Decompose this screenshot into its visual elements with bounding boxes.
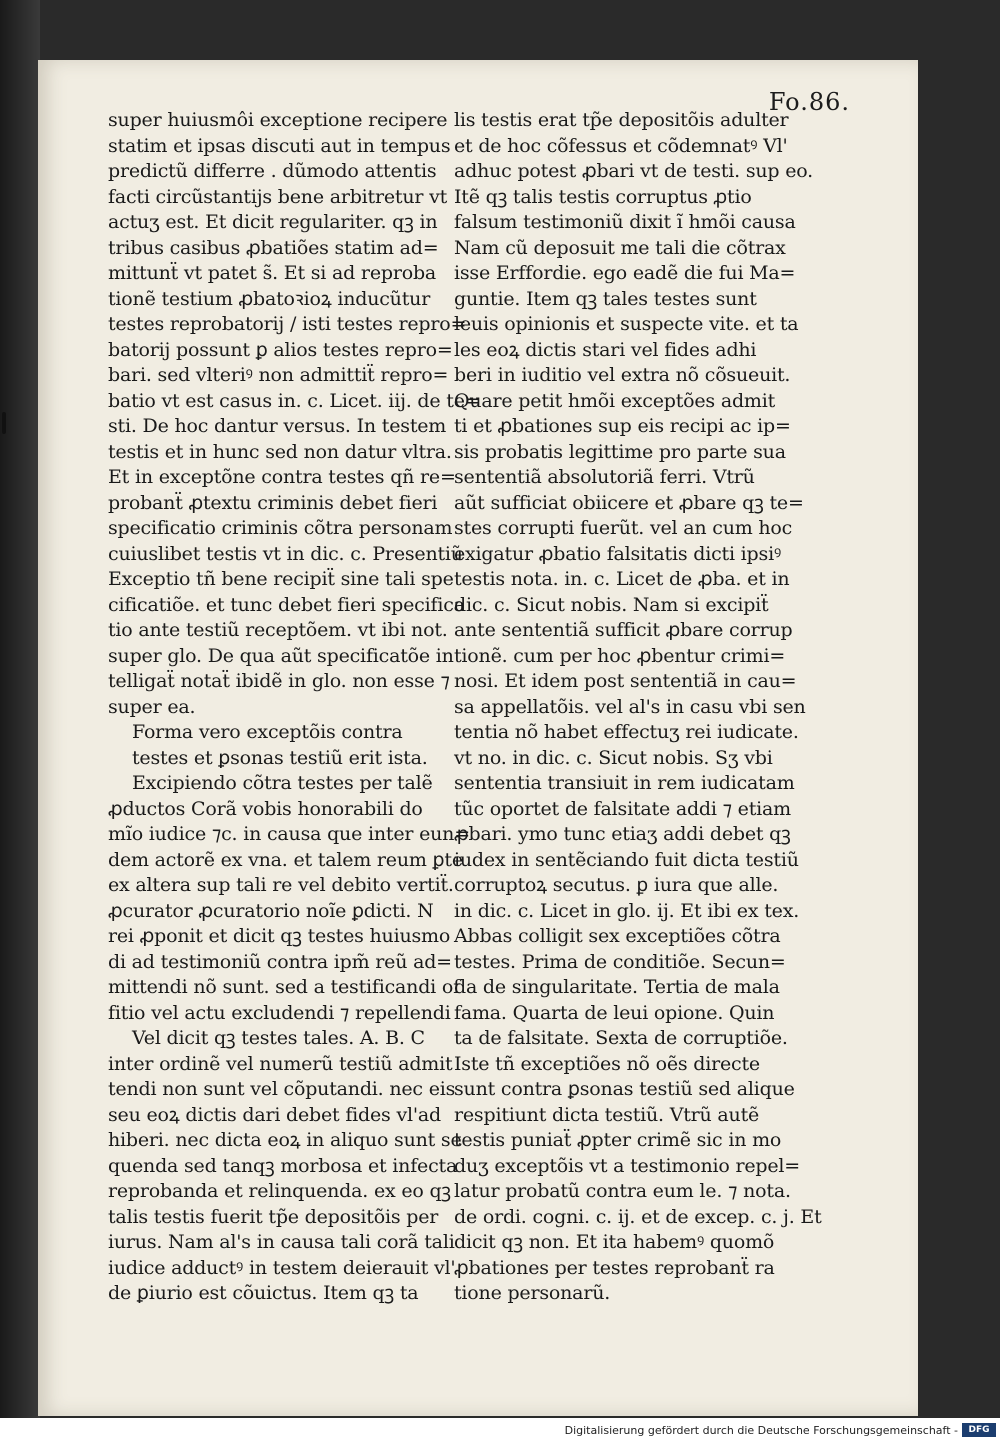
text-line: inter ordinẽ vel numerũ testiũ admit bbox=[108, 1052, 453, 1075]
text-line: iudice adductꝰ in testem deierauit vl' bbox=[108, 1256, 456, 1279]
text-line: sunt contra ꝑsonas testiũ sed alique bbox=[454, 1078, 795, 1100]
text-line: guntie. Item qꝫ tales testes sunt bbox=[454, 287, 757, 310]
text-line: vt no. in dic. c. Sicut nobis. Sʒ vbi bbox=[454, 746, 773, 769]
text-line: adhuc potest ꝓbari vt de testi. sup eo. bbox=[454, 160, 814, 182]
text-line: super ea. bbox=[108, 695, 196, 718]
text-line: mittendi nõ sunt. sed a testificandi of bbox=[108, 976, 460, 998]
text-line: mittunẗ vt patet s̃. Et si ad reproba bbox=[108, 262, 437, 284]
text-line: respitiunt dicta testiũ. Vtrũ autẽ bbox=[454, 1103, 760, 1126]
text-line: iurus. Nam al's in causa tali corã tali bbox=[108, 1231, 455, 1253]
text-line: sis probatis legittime pro parte sua bbox=[454, 440, 786, 463]
text-line: nosi. Et idem post sententiã in cau= bbox=[454, 670, 797, 692]
text-line: iudex in sentẽciando fuit dicta testiũ bbox=[454, 848, 799, 871]
text-line: sti. De hoc dantur versus. In testem bbox=[108, 415, 447, 437]
text-line: reprobanda et relinquenda. ex eo qꝫ bbox=[108, 1180, 451, 1202]
text-line: dem actorẽ ex vna. et talem reum ꝑte bbox=[108, 848, 463, 871]
text-line: tione personarũ. bbox=[454, 1282, 611, 1304]
text-line: Quare petit hmõi exceptões admit bbox=[454, 389, 776, 412]
text-line: exigatur ꝓbatio falsitatis dicti ipsiꝰ bbox=[454, 542, 781, 565]
text-line: tionẽ testium ꝓbatoꝛioꝝ inducũtur bbox=[108, 287, 431, 310]
text-line: dic. c. Sicut nobis. Nam si excipiẗ bbox=[454, 593, 769, 616]
text-line: tendi non sunt vel cõputandi. nec eis bbox=[108, 1078, 456, 1100]
text-line: in dic. c. Licet in glo. ij. Et ibi ex tex. bbox=[454, 899, 800, 922]
text-line: tũc oportet de falsitate addi ⁊ etiam bbox=[454, 797, 791, 820]
text-line: Et in exceptõne contra testes qñ re= bbox=[108, 466, 456, 488]
text-line: duʒ exceptõis vt a testimonio repel= bbox=[454, 1154, 801, 1177]
text-line: ex altera sup tali re vel debito vertiẗ. bbox=[108, 874, 454, 896]
text-line: ante sententiã sufficit ꝓbare corrup bbox=[454, 619, 793, 641]
right-text-column bbox=[454, 108, 822, 1307]
text-line: lis testis erat tp̃e depositõis adulter bbox=[454, 109, 789, 131]
text-line: batorij possunt ꝑ alios testes repro= bbox=[108, 338, 453, 361]
text-line: leuis opinionis et suspecte vite. et ta bbox=[454, 313, 799, 335]
dfg-logo: DFG bbox=[962, 1423, 996, 1437]
text-line: dicit qꝫ non. Et ita habemꝰ quomõ bbox=[454, 1231, 775, 1253]
text-line: tribus casibus ꝓbatiões statim ad= bbox=[108, 236, 439, 259]
text-line: sententiã absolutoriã ferri. Vtrũ bbox=[454, 466, 755, 488]
text-line: testis et in hunc sed non datur vltra. bbox=[108, 440, 452, 463]
text-line: stes corrupti fuerũt. vel an cum hoc bbox=[454, 517, 793, 539]
text-line: actuʒ est. Et dicit regulariter. qꝫ in bbox=[108, 211, 438, 233]
binding-gutter bbox=[0, 0, 40, 1418]
text-line: ꝓbationes per testes reprobanẗ ra bbox=[454, 1256, 775, 1279]
text-line: beri in iuditio vel extra nõ cõsueuit. bbox=[454, 364, 791, 386]
text-line: ꝓcurator ꝓcuratorio noĩe ꝑdicti. N bbox=[108, 899, 434, 922]
text-line: de ordi. cogni. c. ij. et de excep. c. j. Et bbox=[454, 1205, 822, 1228]
text-line: testes et ꝑsonas testiũ erit ista. bbox=[132, 746, 428, 769]
text-line: fama. Quarta de leui opione. Quin bbox=[454, 1001, 775, 1024]
text-line: testis nota. in. c. Licet de ꝓba. et in bbox=[454, 568, 790, 590]
text-line: hiberi. nec dicta eoꝝ in aliquo sunt se bbox=[108, 1129, 462, 1151]
text-line: da de singularitate. Tertia de mala bbox=[454, 976, 780, 998]
text-line: tionẽ. cum per hoc ꝓbentur crimi= bbox=[454, 644, 786, 667]
footer-credit: Digitalisierung gefördert durch die Deutsche Forschungsgemeinschaft - bbox=[564, 1424, 958, 1437]
footer-bar bbox=[0, 1418, 1000, 1444]
text-line: ti et ꝓbationes sup eis recipi ac ip= bbox=[454, 415, 791, 437]
text-line: quenda sed tanqꝫ morbosa et infecta bbox=[108, 1154, 458, 1177]
text-line: ta de falsitate. Sexta de corruptiõe. bbox=[454, 1027, 788, 1049]
text-line: falsum testimoniũ dixit ĩ hmõi causa bbox=[454, 211, 796, 233]
text-line: di ad testimoniũ contra ipm̃ reũ ad= bbox=[108, 950, 452, 973]
folio-number: Fo.86. bbox=[768, 88, 850, 116]
text-line: Excipiendo cõtra testes per talẽ bbox=[132, 772, 433, 794]
text-line: ꝓductos Corã vobis honorabili do bbox=[108, 797, 423, 820]
text-line: Abbas colligit sex exceptiões cõtra bbox=[454, 925, 781, 947]
text-line: telligaẗ notaẗ ibidẽ in glo. non esse ⁊ bbox=[108, 670, 450, 692]
text-line: fitio vel actu excludendi ⁊ repellendi bbox=[108, 1001, 451, 1024]
text-line: bari. sed vlteriꝰ non admittiẗ repro= bbox=[108, 364, 449, 386]
text-line: rei ꝓponit et dicit qꝫ testes huiusmo bbox=[108, 925, 451, 947]
text-line: super glo. De qua aũt specificatõe in bbox=[108, 644, 454, 667]
text-line: corruptoꝝ secutus. ꝑ iura que alle. bbox=[454, 874, 779, 896]
text-line: isse Erffordie. ego eadẽ die fui Ma= bbox=[454, 262, 796, 284]
text-line: de ꝑiurio est cõuictus. Item qꝫ ta bbox=[108, 1282, 419, 1304]
text-line: ꝓbari. ymo tunc etiaʒ addi debet qꝫ bbox=[454, 823, 791, 845]
text-line: specificatio criminis cõtra personam bbox=[108, 517, 453, 539]
text-line: super huiusmôi exceptione recipere bbox=[108, 109, 448, 131]
text-line: predictũ differre . dũmodo attentis bbox=[108, 160, 437, 182]
text-line: Itẽ qꝫ talis testis corruptus ꝓtio bbox=[454, 185, 752, 208]
text-line: cuiuslibet testis vt in dic. c. Presentiũ bbox=[108, 542, 463, 565]
text-line: latur probatũ contra eum le. ⁊ nota. bbox=[454, 1180, 791, 1202]
text-line: sa appellatõis. vel al's in casu vbi sen bbox=[454, 695, 806, 718]
text-line: probanẗ ꝓtextu criminis debet fieri bbox=[108, 491, 438, 514]
text-line: Iste tñ exceptiões nõ oẽs directe bbox=[454, 1052, 760, 1075]
margin-mark bbox=[2, 412, 6, 434]
text-line: testes. Prima de conditiõe. Secun= bbox=[454, 950, 786, 973]
text-line: aũt sufficiat obiicere et ꝓbare qꝫ te= bbox=[454, 491, 804, 514]
text-line: statim et ipsas discuti aut in tempus bbox=[108, 134, 451, 157]
text-line: Nam cũ deposuit me tali die cõtrax bbox=[454, 236, 786, 259]
text-line: et de hoc cõfessus et cõdemnatꝰ Vl' bbox=[454, 134, 788, 157]
text-line: sententia transiuit in rem iudicatam bbox=[454, 772, 795, 794]
left-text-column bbox=[108, 108, 481, 1307]
text-line: testes reprobatorij / isti testes repro= bbox=[108, 313, 467, 335]
text-line: facti circũstantijs bene arbitretur vt bbox=[108, 185, 448, 208]
text-line: tio ante testiũ receptõem. vt ibi not. bbox=[108, 619, 448, 641]
text-line: Exceptio tñ bene recipiẗ sine tali spe bbox=[108, 568, 454, 590]
text-line: Forma vero exceptõis contra bbox=[132, 721, 403, 743]
text-line: batio vt est casus in. c. Licet. iij. de te= bbox=[108, 389, 481, 412]
text-line: mĩo iudice ⁊c. in causa que inter eun= bbox=[108, 823, 470, 845]
text-line: les eoꝝ dictis stari vel fides adhi bbox=[454, 338, 757, 361]
text-line: talis testis fuerit tp̃e depositõis per bbox=[108, 1205, 439, 1228]
text-line: cificatiõe. et tunc debet fieri specifica bbox=[108, 593, 465, 616]
text-line: testis puniaẗ ꝓpter crimẽ sic in mo bbox=[454, 1129, 782, 1151]
text-line: seu eoꝝ dictis dari debet fides vl'ad bbox=[108, 1103, 441, 1126]
text-line: tentia nõ habet effectuʒ rei iudicate. bbox=[454, 721, 799, 743]
text-line: Vel dicit qꝫ testes tales. A. B. C bbox=[132, 1027, 425, 1049]
